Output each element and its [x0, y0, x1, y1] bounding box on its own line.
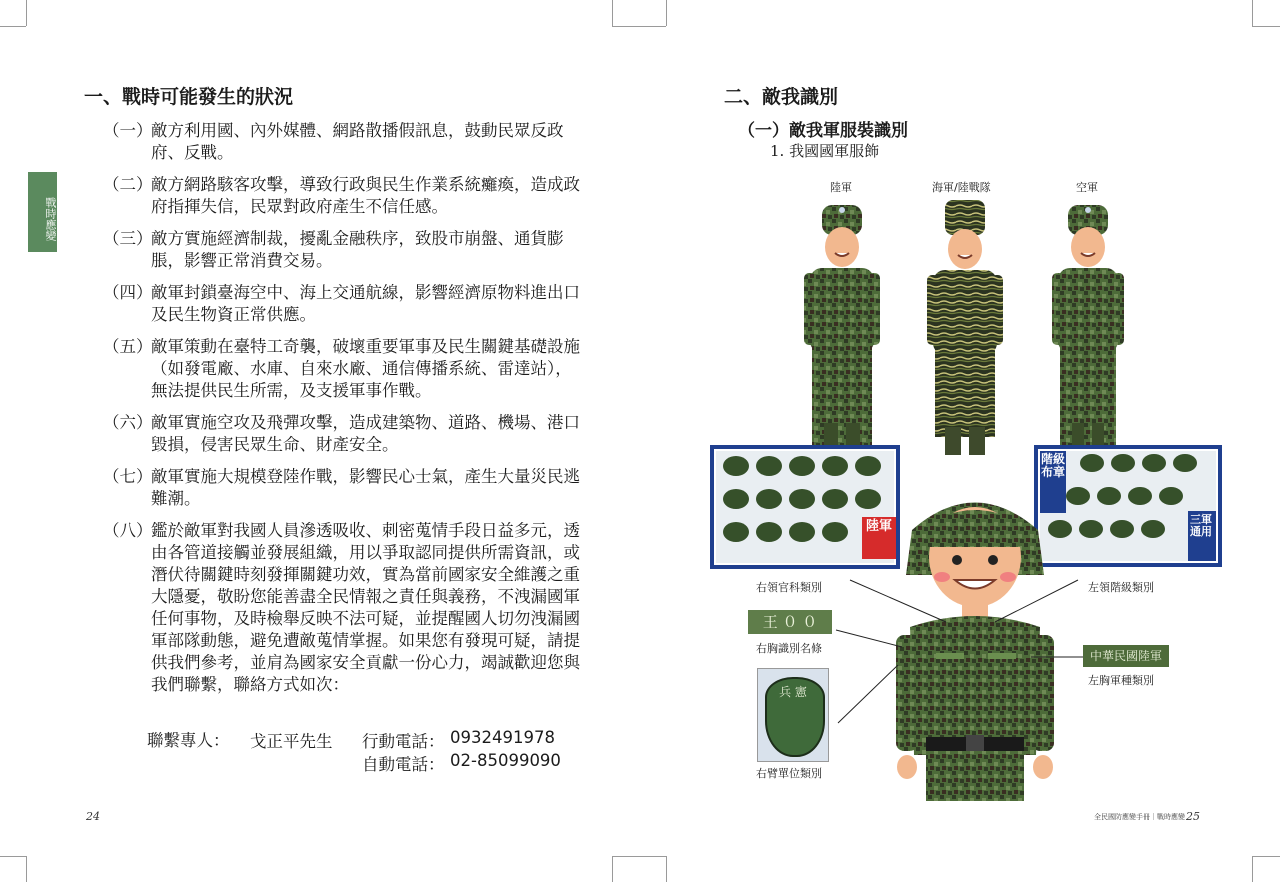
- section-heading-war-situations: 一、戰時可能發生的狀況: [84, 86, 294, 108]
- list-item: [103, 336, 583, 402]
- item-number: （七）: [103, 467, 153, 486]
- soldier-label-navy-marines: 海軍/陸戰隊: [932, 181, 991, 194]
- item-number: （三）: [103, 229, 153, 248]
- item-number: （八）: [103, 521, 153, 540]
- item-text: 敵方實施經濟制裁，擾亂金融秩序，致股市崩盤、通貨膨脹，影響正常消費交易。: [151, 229, 564, 270]
- air-force-soldier-figure: [1052, 205, 1124, 447]
- soldier-label-army: 陸軍: [830, 181, 852, 194]
- list-item: [103, 282, 583, 326]
- item-number: （四）: [103, 283, 153, 302]
- service-tape: 中華民國陸軍: [1083, 645, 1169, 667]
- rank-board-corner-label: 三軍通用: [1190, 513, 1212, 538]
- list-item: [103, 228, 583, 272]
- branch-board-corner-label: 陸軍: [865, 519, 892, 534]
- section-heading-identification: 二、敵我識別: [724, 86, 839, 108]
- callout-right-collar: 右領官科類別: [756, 581, 822, 594]
- auto-phone-number[interactable]: 02-85099090: [450, 751, 561, 770]
- page-number-left: 24: [86, 810, 100, 823]
- subsubheading-national-army-uniform: 1. 我國國軍服飾: [770, 142, 880, 160]
- list-item: [103, 466, 583, 510]
- callout-right-chest: 右胸識別名條: [756, 642, 822, 655]
- soldier-label-air-force: 空軍: [1076, 181, 1098, 194]
- mobile-label: 行動電話：: [362, 732, 445, 751]
- item-number: （一）: [103, 121, 153, 140]
- subheading-uniform-identification: （一）敵我軍服裝識別: [738, 121, 908, 141]
- callout-left-chest: 左胸軍種類別: [1088, 674, 1154, 687]
- item-text: 敵軍封鎖臺海空中、海上交通航線，影響經濟原物料進出口及民生物資正常供應。: [151, 283, 580, 324]
- item-text: 敵軍實施空攻及飛彈攻擊，造成建築物、道路、機場、港口毀損，侵害民眾生命、財產安全。: [151, 413, 580, 454]
- list-item: [103, 520, 583, 696]
- navy-marines-soldier-figure: [927, 200, 1003, 455]
- list-item: [103, 120, 583, 164]
- rank-board-title: 階級布章: [1041, 452, 1066, 479]
- contact-label: 聯繫專人：: [147, 731, 230, 750]
- item-number: （五）: [103, 337, 153, 356]
- item-text: 敵軍策動在臺特工奇襲，破壞重要軍事及民生關鍵基礎設施（如發電廠、水庫、自來水廠、通信傳播系統、雷達站），無法提供民生所需，及支援軍事作戰。: [151, 337, 580, 400]
- item-text: 敵方網路駭客攻擊，導致行政與民生作業系統癱瘓，造成政府指揮失信，民眾對政府產生不信任感。: [151, 175, 580, 216]
- page-number-right: 25: [1186, 810, 1200, 823]
- arm-patch-text: 兵 憲: [779, 685, 807, 699]
- featured-army-soldier: [896, 503, 1054, 802]
- item-number: （六）: [103, 413, 153, 432]
- name-tape: 王 ０ ０: [748, 610, 832, 634]
- mobile-number[interactable]: 0932491978: [450, 728, 555, 747]
- army-soldier-figure: [804, 205, 880, 447]
- item-text: 敵軍實施大規模登陸作戰，影響民心士氣，產生大量災民逃難潮。: [151, 467, 580, 508]
- branch-insignia-board: [712, 447, 898, 567]
- chapter-side-tab: 戰時應變: [28, 172, 57, 252]
- contact-name: 戈正平先生: [250, 732, 333, 751]
- callout-left-collar: 左領階級類別: [1088, 581, 1154, 594]
- item-text: 鑑於敵軍對我國人員滲透吸收、刺密蒐情手段日益多元，透由各管道接觸並發展組織，用以爭取認同提供所需資訊，或潛伏待關鍵時刻發揮關鍵功效，實為當前國家安全維護之重大隱憂，敬盼您能善盡全民情報之責任與義務，不洩漏國軍任何事物，及時檢舉反映不法可疑，並提醒國人切勿洩漏國軍部隊動態，避免遭敵蒐情掌握。如果您有發現可疑，請提供我們參考，並肩為國家安全貢獻一份心力，竭誠歡迎您與我們聯繫，聯絡方式如次：: [151, 521, 580, 694]
- item-text: 敵方利用國、內外媒體、網路散播假訊息，鼓動民眾反政府、反戰。: [151, 121, 564, 162]
- page-footer: 全民國防應變手冊｜戰時應變: [1094, 813, 1185, 821]
- item-number: （二）: [103, 175, 153, 194]
- auto-phone-label: 自動電話：: [362, 755, 445, 774]
- callout-right-arm: 右臂單位類別: [756, 767, 822, 780]
- list-item: [103, 174, 583, 218]
- list-item: [103, 412, 583, 456]
- arm-unit-patch: [757, 668, 829, 762]
